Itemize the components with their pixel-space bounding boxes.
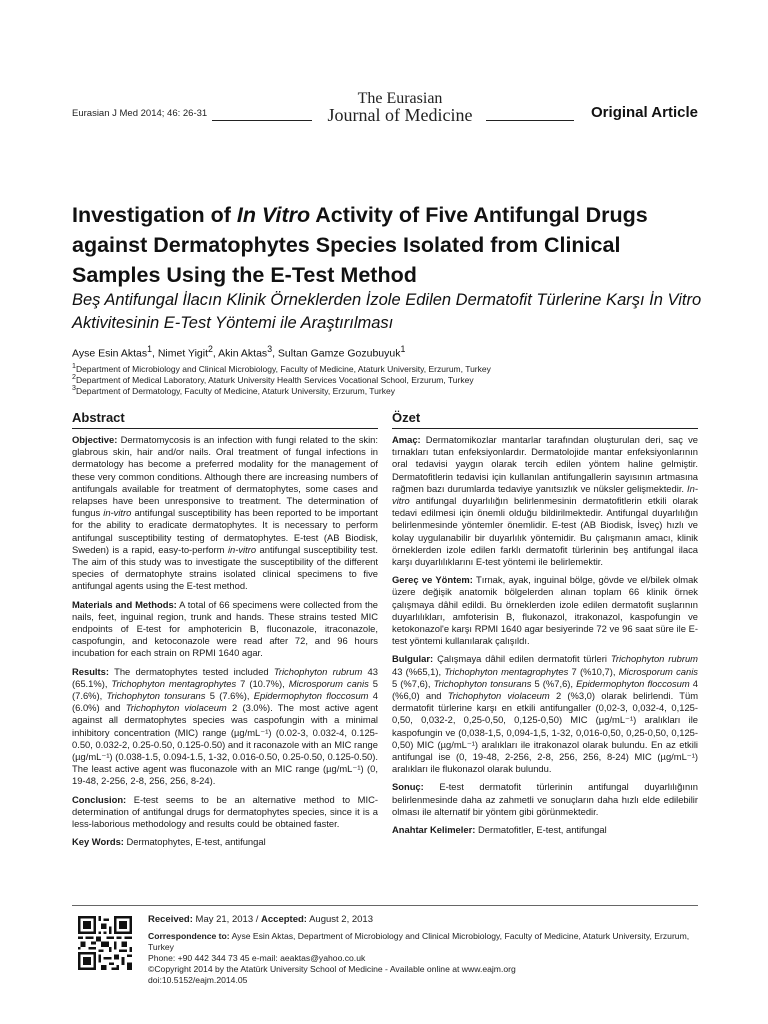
author-sep: , [151,347,158,360]
objective-text: antifungal susceptibility has been reported to be important for the ability to eradicate dermatophytes. It is necessary to perform antifungal susceptibility testing of dermatophytes. E-test (AB Biodisk, Sweden) is a rapid, easy-to-perform [72,507,378,555]
article-subtitle: Beş Antifungal İlacın Klinik Örneklerden İzole Edilen Dermatofit Türlerine Karşı İn Vitro Aktivitesinin E-Test Yöntemi ile Araştırılması [72,291,702,332]
abstract-keywords [72,836,378,848]
ozet-sonuc [392,781,698,818]
journal-logo [319,91,481,123]
sonuc-label: Sonuç: [392,781,424,793]
article-title [72,200,702,290]
ozet-bulgular [392,653,698,775]
conclusion-text: E-test seems to be an alternative method to MIC-determination of antifungal drugs for dermatophytes species, since it is a less-laborious methodology and results could be obtained faster. [72,793,378,830]
species-name: Trichophyton violaceum [125,702,227,714]
results-text: 7 (10.7%), [236,677,289,689]
results-text: 43 (65.1%), [72,665,378,689]
author-sup: 1 [400,344,406,354]
species-name: Trichophyton tonsurans [433,677,532,689]
amac-label: Amaç: [392,434,421,445]
species-name: Microsporum canis [618,665,698,677]
amac-text: antifungal duyarlılığın belirlenmesinin dermatofitlerin etkili olarak tedavi edilmesi için önemli olduğu bildirilmektedir. Antifungal duyarlılığın belirlenmesinde yöntemler önemlidir. E-test (AB Biodisk, İsveç) hızlı ve kolay uygulanabilir bir duyarlılık yöntemidir. Bu çalışmanın amacı, klinik örneklerden izole edilen farklı dermatofit türlerinin beş antifungal ilaca karşı duyarlılıklarını E-test yöntemi ile belirlemektir. [392,495,698,568]
species-name: Trichophyton mentagrophytes [444,665,569,677]
copyright-line: ©Copyright 2014 by the Atatürk University School of Medicine - Available online at www.eajm.org [148,964,516,974]
keywords-text: Dermatophytes, E-test, antifungal [123,836,266,848]
header-rule-right [486,120,574,121]
accepted-date: August 2, 2013 [306,914,373,925]
journal-name-line2: Journal of Medicine [327,105,473,125]
title-part1: Investigation of [72,203,237,227]
accepted-label: Accepted: [261,914,307,925]
gerec-label: Gereç ve Yöntem: [392,574,473,586]
header-rule-left [212,120,312,121]
abstract-heading: Abstract [72,410,378,429]
affiliation-sup: 3 [72,384,76,392]
received-label: Received: [148,914,193,925]
species-name: Trichophyton mentagrophytes [111,677,237,689]
affiliation-sup: 2 [72,373,76,381]
author-sep: , [272,347,278,360]
received-line [148,914,708,925]
author: Nimet Yigit [157,347,209,360]
author-sup: 2 [208,344,213,354]
objective-italic: in-vitro [227,543,257,555]
bulgular-text: 4 (%6,0) and [392,677,698,702]
objective-italic: in-vitro [103,507,132,519]
title-italic: In Vitro [236,203,311,227]
author: Ayse Esin Aktas [72,347,148,360]
abstract-methods [72,599,378,660]
journal-citation: Eurasian J Med 2014; 46: 26-31 [72,108,208,119]
objective-text: Dermatomycosis is an infection with fungi related to the skin: glabrous skin, hair and/or nails. Oral treatment of fungal infections in dermatology has become a preferred modality for the management of these very common conditions. Although there are increasing numbers of antifungals available for treatment of dermatophytes, some cases and relapses have been unresponsive to treatment. The determination of fungus [72,434,378,519]
species-name: Microsporum canis [288,677,369,689]
affiliation-sup: 1 [72,362,76,370]
ozet-amac [392,434,698,568]
qr-code-icon[interactable] [78,916,132,970]
objective-label: Objective: [72,434,118,445]
species-name: Trichophyton violaceum [447,690,550,702]
objective-text: antifungal susceptibility test. The aim of this study was to investigate the susceptibility of the different species of dermatophyte strains isolated clinical specimens to five antifungal agents using the E-test method. [72,543,378,592]
correspondence-text: Ayse Esin Aktas, Department of Microbiology and Clinical Microbiology, Faculty of Medicine, Ataturk University, Erzurum, Turkey [148,931,690,952]
results-text: 2 (3.0%). The most active agent against all dermatophytes species was caspofungin with a minimal inhibitory concentration (MIC) range (µg/mL⁻¹) (0.02-3, 0.032-4, 0.125-0.50, 0.032-2, 0.25-0.50, 0.125-0.50) and it raconazole with an MIC range (µg/mL⁻¹) (0.038-1.5, 0.094-1.5, 1-32, 0.016-0.50, 0.25-0.50, 0.125-0.50). The least active agent was fluconazole with an MIC range (µg/mL⁻¹) (0, 19-48, 2-256, 2-8, 256, 256, 8-24). [72,702,378,787]
page-header [72,88,698,128]
amac-text: Dermatomikozlar mantarlar tarafından oluşturulan deri, saç ve tırnakları tutan enfeksiyonlardır. Dermatolojide mantar enfeksiyonlarının oral tedavisi yaygın olarak tercih edilen yöntem haline gelmiştir. Dermatofitlerin tedavisi için kullanılan antifungallerin sayısının artmasına rağmen bazı durumlarda tedaviye yanıtsızlık ve nüksler gelişmektedir. [392,434,698,494]
bulgular-text: 2 (%3,0) olarak belirlendi. Tüm dermatofit türlerine karşı en etkili antifungaller (0,02-3, 0,032-4, 0,125-0,50, 0,032-2, 0,25-0,50, 0,125-0,50) MIC (µg/mL⁻¹) aralıkları ile kaspofungin ve (0,038-1,5, 0,094-1,5, 1-32, 0,016-0,50, 0,25-0,50, 0,125-0,50) MIC (µg/mL⁻¹) aralıkları ile itrakonazol olarak bulundu. En az etkili antifungal ise (0, 19-48, 2-256, 2-8, 256, 256, 8-24) MIC (µg/mL⁻¹) aralıkları ile flukonazol olarak bulundu. [392,690,698,775]
ozet-gerec [392,574,698,647]
conclusion-label: Conclusion: [72,793,127,805]
correspondence-label: Correspondence to: [148,931,230,941]
species-name: Epidermophyton floccosum [253,690,369,702]
abstract-column [72,410,378,855]
methods-text: A total of 66 specimens were collected from the nails, feet, inguinal region, trunk and hands. These strains tested MIC endpoints of E-test for amphotericin B, fluconazole, itraconazole, caspofungin, and ketoconazole were read after 72, and 96 hours incubation for each strain on RPMI 1640 agar. [72,598,378,659]
abstract-objective [72,434,378,593]
gerec-text: Tırnak, ayak, inguinal bölge, gövde ve el/bilek olmak üzere değişik anatomik bölgelerden alınan toplam 66 klinik örnek çalışmaya dâhil edildi. Bu örneklerden izole edilen dermatofit suşlarının duyarlılıkları, amfoterisin B, flukonazol, itrakonazol, kaspofungin ve ketokonazol'e karşı RPMI 1640 agar besiyerinde 72 ve 96 saat süre ile E-test yöntemi kullanılarak çalışıldı. [392,574,698,647]
title-part2: Activity of Five Antifungal Drugs against Dermatophytes Species Isolated from Clinical Samples Using the E-Test Method [72,203,648,287]
author-sep: , [212,347,219,360]
amac-italic: In-vitro [392,482,698,507]
correspondence [148,931,708,953]
anahtar-label: Anahtar Kelimeler: [392,824,476,836]
bulgular-text: 43 (%65,1), [392,665,445,677]
ozet-heading: Özet [392,410,698,429]
results-text: The dermatophytes tested included [109,665,274,677]
results-text: 5 (7.6%), [205,690,254,702]
bulgular-text: 7 (%10,7), [568,665,619,677]
author-list [72,344,405,360]
species-name: Trichophyton tonsurans [106,690,206,702]
doi-line: doi:10.5152/eajm.2014.05 [148,975,248,985]
abstract-results [72,666,378,788]
contact-line: Phone: +90 442 344 73 45 e-mail: aeaktas@yahoo.co.uk [148,953,366,963]
author-sup: 3 [267,344,273,354]
sonuc-text: E-test dermatofit türlerinin antifungal duyarlılığının belirlenmesinde daha az zahmetli ve sonuçların daha hızlı elde edilebilir olması ile alternatif bir yöntem gibi görünmektedir. [392,781,698,817]
bulgular-label: Bulgular: [392,653,434,665]
results-text: 4 (6.0%) and [72,690,378,714]
ozet-anahtar [392,824,698,836]
received-date: May 21, 2013 / [192,914,262,925]
species-name: Trichophyton rubrum [273,665,363,677]
affiliation-text: Department of Medical Laboratory, Ataturk University Health Services Vocational School, Erzurum, Turkey [75,374,474,385]
abstract-conclusion [72,794,378,831]
affiliation [72,384,395,396]
journal-name-line1: The Eurasian [357,90,443,107]
anahtar-text: Dermatofitler, E-test, antifungal [475,824,607,836]
bulgular-text: 5 (%7,6), [531,677,577,689]
methods-label: Materials and Methods: [72,598,177,610]
author: Sultan Gamze Gozubuyuk [277,347,401,360]
bulgular-text: 5 (%7,6), [392,677,434,689]
keywords-label: Key Words: [72,836,124,848]
ozet-column [392,410,698,842]
article-type: Original Article [591,104,698,121]
bulgular-text: Çalışmaya dâhil edilen dermatofit türleri [433,653,611,665]
results-label: Results: [72,665,109,677]
author-sup: 1 [147,344,152,354]
footer-rule [72,905,698,906]
author: Akin Aktas [218,347,268,360]
results-text: 5 (7.6%), [72,677,378,702]
affiliation-text: Department of Microbiology and Clinical Microbiology, Faculty of Medicine, Ataturk University, Erzurum, Turkey [75,363,491,374]
species-name: Trichophyton rubrum [610,653,698,665]
article-footer [148,914,708,986]
species-name: Epidermophyton floccosum [576,677,690,689]
affiliation-text: Department of Dermatology, Faculty of Medicine, Ataturk University, Erzurum, Turkey [75,385,395,396]
